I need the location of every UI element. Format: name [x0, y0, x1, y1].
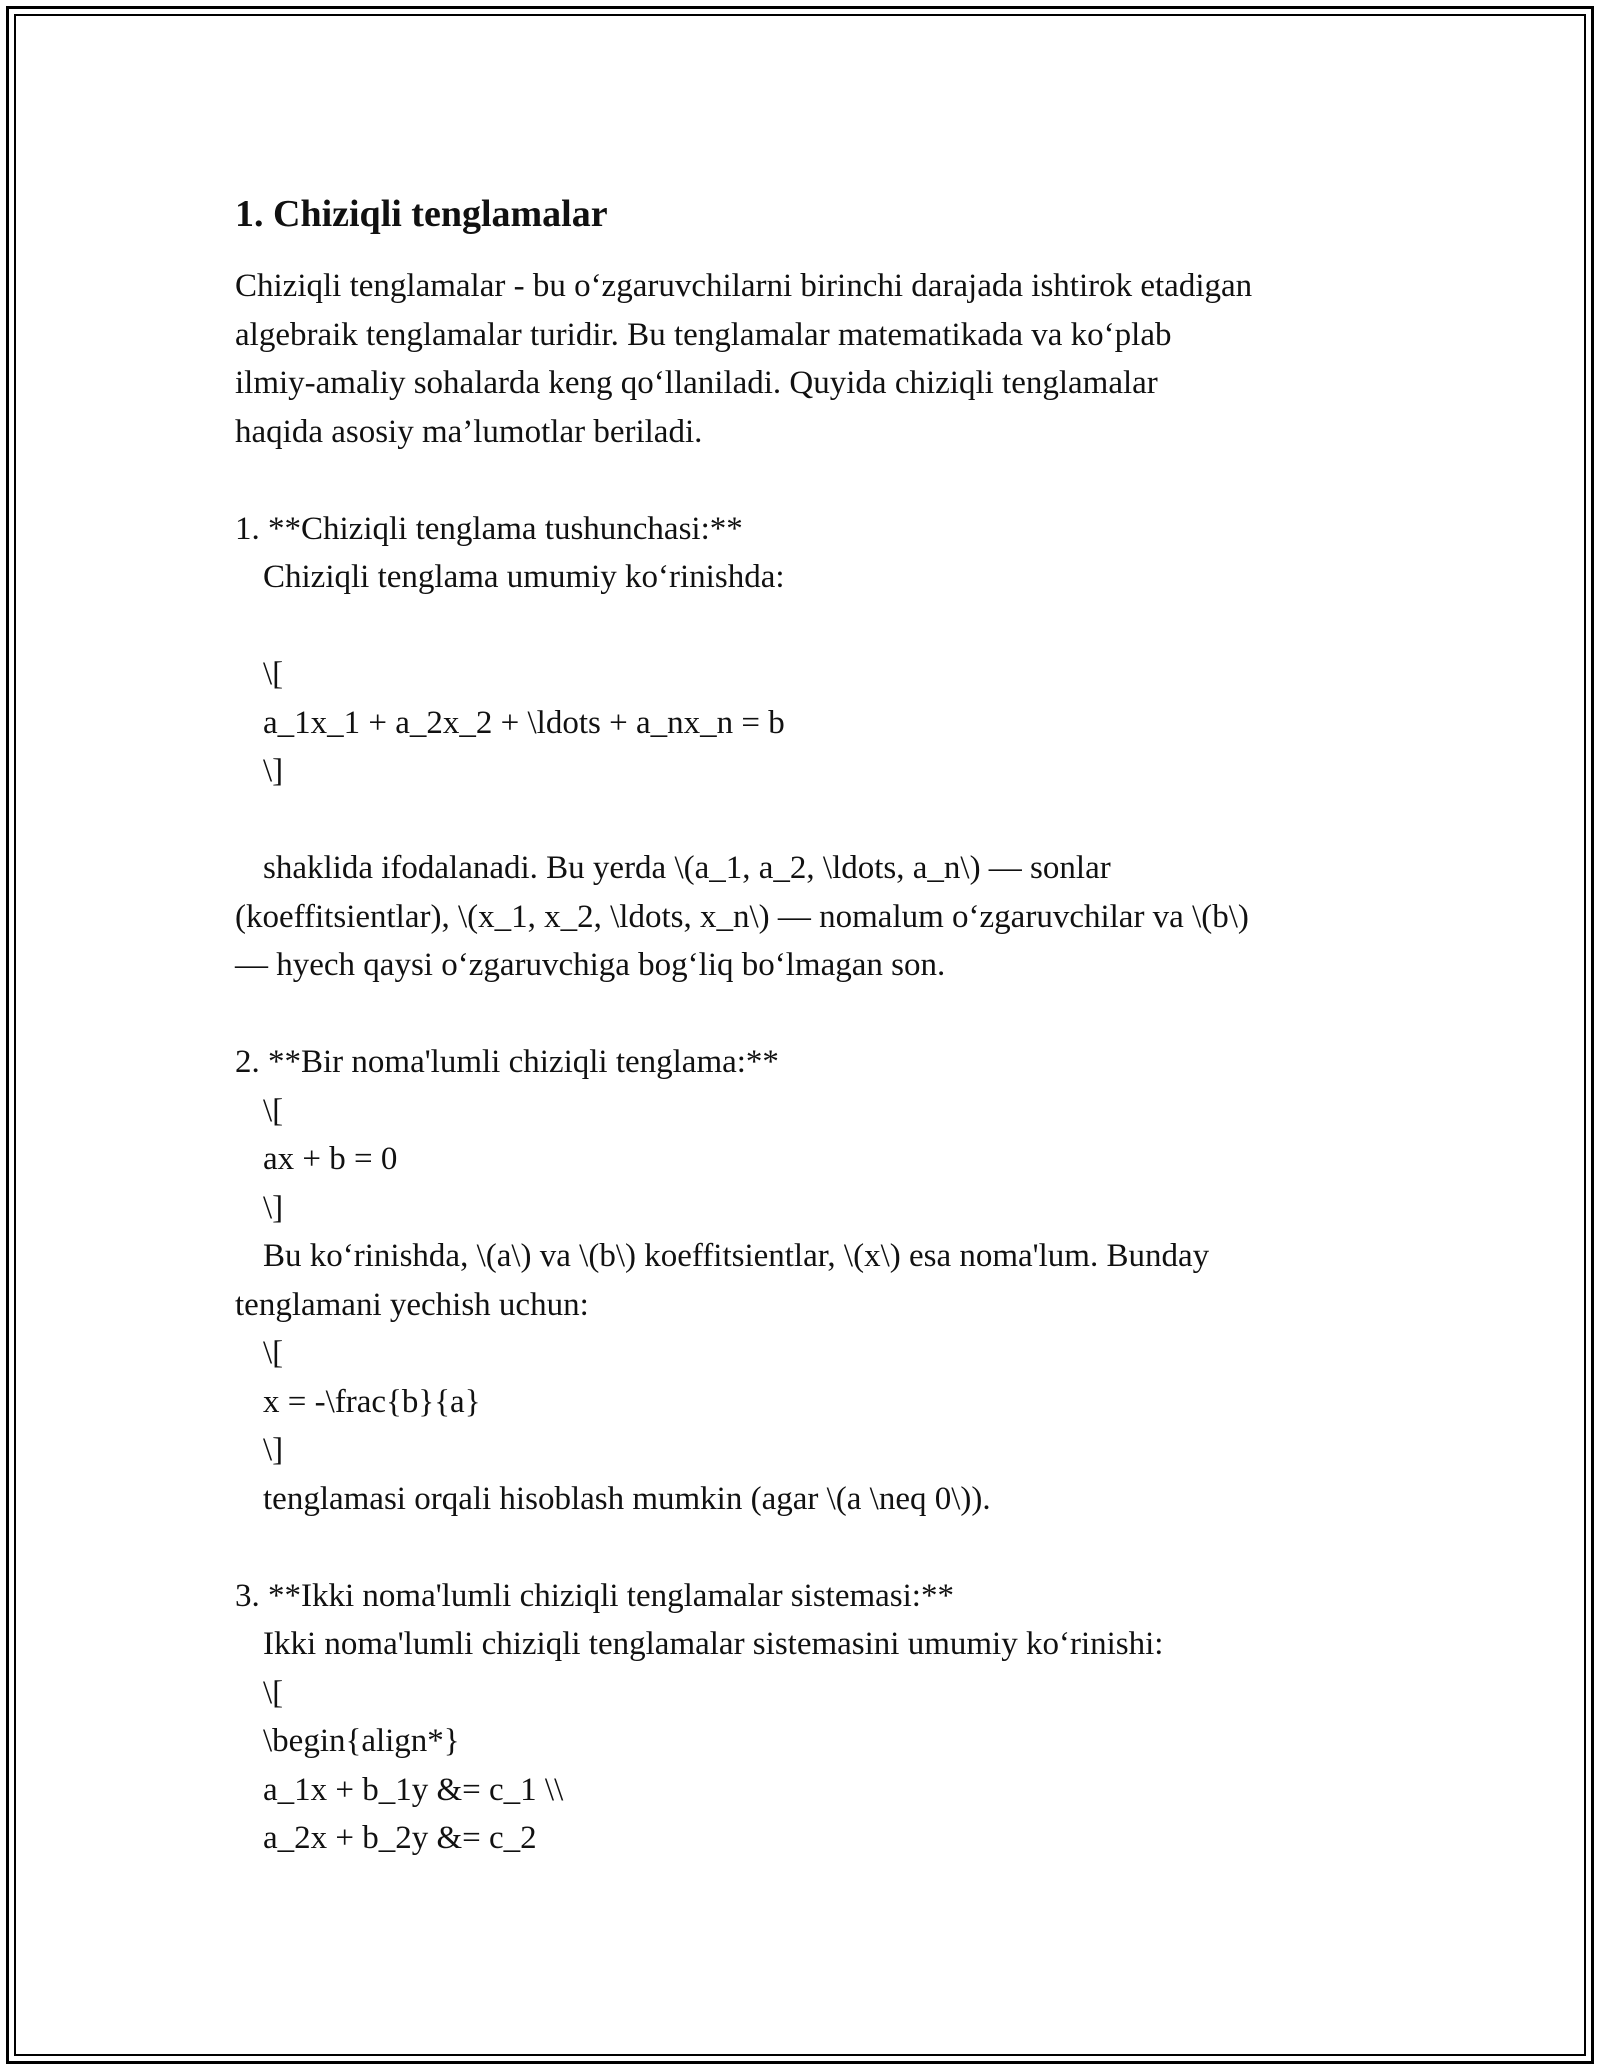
blank-line	[235, 990, 1385, 1039]
text-line: 2. **Bir noma'lumli chiziqli tenglama:**	[235, 1044, 779, 1080]
text-line: \[	[263, 1674, 284, 1711]
text-line: Bu ko‘rinishda, \(a\) va \(b\) koeffitsientlar, \(x\) esa noma'lum. Bunday	[263, 1238, 1210, 1274]
text-line: a_2x + b_2y &= c_2	[263, 1820, 537, 1856]
text-line: haqida asosiy ma’lumotlar beriladi.	[235, 413, 703, 450]
text-line: (koeffitsientlar), \(x_1, x_2, \ldots, x_n\) — nomalum o‘zgaruvchilar va \(b\)	[235, 898, 1249, 935]
text-line: ax + b = 0	[263, 1141, 398, 1177]
section-heading: 1. Chiziqli tenglamalar	[235, 193, 608, 235]
text-line: shaklida ifodalanadi. Bu yerda \(a_1, a_2, \ldots, a_n\) — sonlar	[263, 850, 1111, 886]
text-line: — hyech qaysi o‘zgaruvchiga bog‘liq bo‘lmagan son.	[235, 947, 946, 983]
text-line: \[	[263, 1092, 284, 1129]
text-line: algebraik tenglamalar turidir. Bu tenglamalar matematikada va ko‘plab	[235, 316, 1172, 353]
text-line: a_1x + b_1y &= c_1 \\	[263, 1771, 564, 1808]
blank-line	[235, 796, 1385, 845]
text-line: a_1x_1 + a_2x_2 + \ldots + a_nx_n = b	[263, 704, 785, 741]
blank-line	[235, 456, 1385, 505]
text-line: \begin{align*}	[263, 1723, 460, 1759]
blank-line	[235, 1523, 1385, 1572]
text-line: 1. **Chiziqli tenglama tushunchasi:**	[235, 510, 743, 547]
text-line: 3. **Ikki noma'lumli chiziqli tenglamalar sistemasi:**	[235, 1577, 954, 1614]
blank-line	[235, 602, 1385, 651]
text-line: Chiziqli tenglama umumiy ko‘rinishda:	[263, 559, 785, 595]
text-line: Ikki noma'lumli chiziqli tenglamalar sistemasini umumiy ko‘rinishi:	[263, 1626, 1164, 1662]
text-line: ilmiy-amaliy sohalarda keng qo‘llaniladi. Quyida chiziqli tenglamalar	[235, 365, 1158, 401]
text-line: Chiziqli tenglamalar - bu o‘zgaruvchilarni birinchi darajada ishtirok etadigan	[235, 268, 1253, 304]
text-line: \[	[263, 1335, 284, 1371]
text-line: \[	[263, 656, 284, 692]
document-text	[235, 262, 1385, 1863]
text-line: tenglamani yechish uchun:	[235, 1286, 589, 1323]
text-line: tenglamasi orqali hisoblash mumkin (agar \(a \neq 0\)).	[263, 1480, 991, 1517]
text-line: \]	[263, 1189, 284, 1226]
text-line: x = -\frac{b}{a}	[263, 1383, 481, 1420]
document-body	[235, 186, 1385, 1863]
text-line: \]	[263, 753, 284, 789]
text-line: \]	[263, 1432, 284, 1468]
